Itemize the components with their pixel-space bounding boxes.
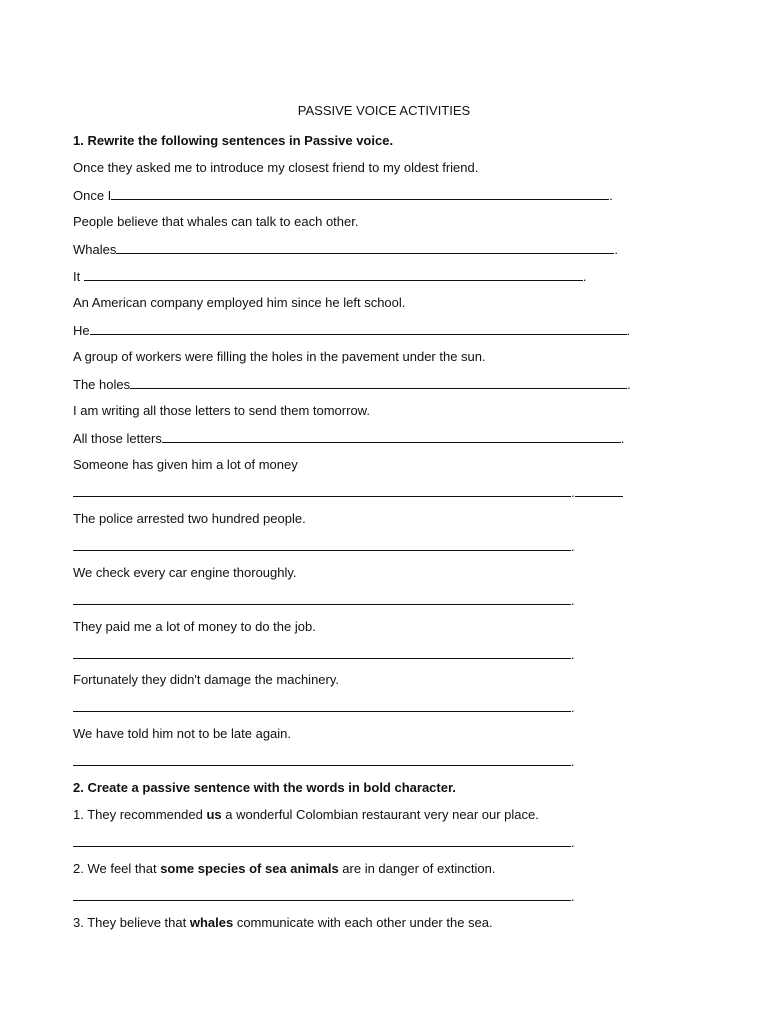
prompt-9: They paid me a lot of money to do the job. bbox=[73, 619, 316, 634]
period: . bbox=[571, 889, 575, 904]
answer-line-2b bbox=[73, 268, 586, 285]
answer-line-7 bbox=[73, 538, 575, 555]
blank-line[interactable] bbox=[73, 888, 571, 901]
section2-heading: 2. Create a passive sentence with the words in bold character. bbox=[73, 780, 456, 795]
bold-prompt-2 bbox=[73, 861, 496, 877]
prompt-3: An American company employed him since he left school. bbox=[73, 295, 406, 310]
answer-prefix: Whales bbox=[73, 242, 117, 257]
period: . bbox=[582, 269, 587, 284]
answer-line-10 bbox=[73, 699, 575, 716]
answer-prefix: The holes bbox=[73, 377, 131, 392]
period: . bbox=[614, 242, 618, 257]
answer-line-b1 bbox=[73, 834, 575, 851]
answer-line-b2 bbox=[73, 888, 575, 905]
prompt-8: We check every car engine thoroughly. bbox=[73, 565, 297, 580]
bold-prompt-3 bbox=[73, 915, 493, 931]
answer-prefix: All those letters bbox=[73, 431, 162, 446]
period: . bbox=[620, 431, 625, 446]
blank-line[interactable] bbox=[73, 834, 571, 847]
answer-line-8 bbox=[73, 592, 575, 609]
blank-line[interactable] bbox=[73, 484, 571, 497]
prompt-text: are in danger of extinction. bbox=[338, 861, 496, 876]
blank-line[interactable] bbox=[73, 592, 571, 605]
answer-line-2a bbox=[73, 241, 618, 258]
blank-line[interactable] bbox=[90, 322, 627, 335]
period: . bbox=[571, 485, 575, 500]
answer-line-5 bbox=[73, 430, 625, 447]
answer-line-4 bbox=[73, 376, 631, 393]
blank-line-extra[interactable] bbox=[575, 484, 623, 497]
period: . bbox=[571, 835, 575, 850]
blank-line[interactable] bbox=[130, 376, 627, 389]
answer-prefix: He bbox=[73, 323, 90, 338]
period: . bbox=[571, 539, 575, 554]
period: . bbox=[609, 188, 613, 203]
period: . bbox=[571, 593, 575, 608]
answer-line-3 bbox=[73, 322, 630, 339]
answer-prefix: Once I bbox=[73, 188, 112, 203]
section1-heading: 1. Rewrite the following sentences in Passive voice. bbox=[73, 133, 394, 148]
prompt-6: Someone has given him a lot of money bbox=[73, 457, 298, 472]
prompt-text: 3. They believe that bbox=[73, 915, 190, 930]
prompt-5: I am writing all those letters to send them tomorrow. bbox=[73, 403, 370, 418]
period: . bbox=[627, 377, 631, 392]
blank-line[interactable] bbox=[73, 753, 571, 766]
prompt-11: We have told him not to be late again. bbox=[73, 726, 292, 741]
prompt-1: Once they asked me to introduce my closest friend to my oldest friend. bbox=[73, 160, 479, 175]
blank-line[interactable] bbox=[116, 241, 614, 254]
blank-line[interactable] bbox=[84, 268, 583, 281]
prompt-text: a wonderful Colombian restaurant very near our place. bbox=[221, 807, 539, 822]
answer-prefix: It bbox=[73, 269, 81, 284]
period: . bbox=[626, 323, 631, 338]
prompt-text: 1. They recommended bbox=[73, 807, 207, 822]
prompt-7: The police arrested two hundred people. bbox=[73, 511, 306, 526]
bold-words: us bbox=[206, 807, 222, 822]
answer-line-1 bbox=[73, 187, 613, 204]
page-title: PASSIVE VOICE ACTIVITIES bbox=[297, 103, 471, 118]
blank-line[interactable] bbox=[162, 430, 621, 443]
bold-words: whales bbox=[189, 915, 234, 930]
blank-line[interactable] bbox=[73, 538, 571, 551]
period: . bbox=[571, 754, 575, 769]
blank-line[interactable] bbox=[73, 699, 571, 712]
prompt-10: Fortunately they didn't damage the machinery. bbox=[73, 672, 339, 687]
period: . bbox=[571, 647, 575, 662]
answer-line-11 bbox=[73, 753, 575, 770]
bold-words: some species of sea animals bbox=[160, 861, 339, 876]
prompt-4: A group of workers were filling the holes in the pavement under the sun. bbox=[73, 349, 486, 364]
prompt-text: 2. We feel that bbox=[73, 861, 161, 876]
answer-line-9 bbox=[73, 646, 575, 663]
blank-line[interactable] bbox=[73, 646, 571, 659]
blank-line[interactable] bbox=[111, 187, 609, 200]
prompt-2: People believe that whales can talk to each other. bbox=[73, 214, 359, 229]
prompt-text: communicate with each other under the sea. bbox=[233, 915, 493, 930]
bold-prompt-1 bbox=[73, 807, 539, 823]
answer-line-6 bbox=[73, 484, 623, 501]
period: . bbox=[571, 700, 575, 715]
